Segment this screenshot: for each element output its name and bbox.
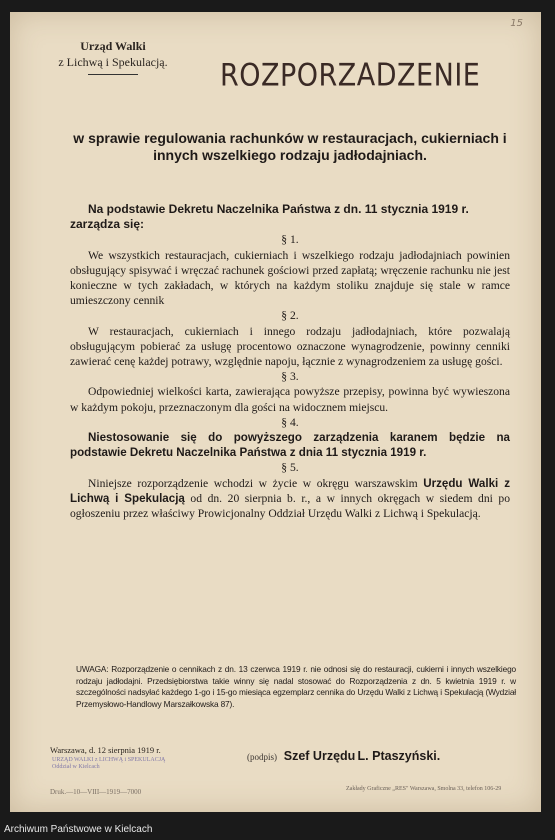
section-text-4: Niestosowanie się do powyższego zarządzenia karanem będzie na podstawie Dekretu Naczelnika Państwa z dnia 11 stycznia 1919 r.	[70, 431, 510, 460]
section-mark-4: § 4.	[281, 415, 299, 429]
archive-number: 15	[510, 18, 523, 29]
signature-block	[247, 749, 440, 763]
signature-title: Szef Urzędu	[283, 749, 356, 763]
document-body	[70, 202, 510, 521]
signature-name: L. Ptaszyński.	[357, 749, 441, 763]
section-text-3: Odpowiedniej wielkości karta, zawierająca powyższe przepisy, powinna być wywieszona w każdym pokoju, przeznaczonym dla gości na widocznem miejscu.	[70, 385, 510, 414]
section-mark-2: § 2.	[281, 309, 299, 323]
issuing-office	[38, 38, 188, 75]
office-stamp	[52, 757, 165, 771]
printer-imprint: Zakłady Graficzne „RES" Warszawa, Smolna 33, telefon 106-29	[346, 786, 502, 792]
section-mark-1: § 1.	[281, 233, 299, 247]
note-paragraph: UWAGA: Rozporządzenie o cennikach z dn. 13 czerwca 1919 r. nie odnosi się do restauracji, cukierni i innych wszelkiego rodzaju jadłodajni. Przedsiębiorstwa takie winny się nadal stosować do Rozporządzenia z dn. 5 kwietnia 1919 r. w szczególności nadsyłać każdego 1-go i 15-go miesiąca egzemplarz cennika do Urzędu Walki z Lichwą i Spekulacją (Wydział Przemysłowo-Handlowy Marszałkowska 87).	[76, 664, 516, 709]
print-number: Druk.—10—VIII—1919—7000	[50, 788, 142, 796]
office-line1: Urząd Walki	[80, 39, 146, 53]
stamp-line1: URZĄD WALKI z LICHWĄ i SPEKULACJĄ	[52, 757, 166, 763]
section-mark-3: § 3.	[281, 370, 299, 384]
section-text-5c: od dn. 20 sierpnia b. r., a w innych okręgach w siedem dni po ogłoszeniu przez właściwy Prowicjonalny Oddział Urzędu Walki z Lichwą i Spekulacją.	[70, 491, 510, 521]
section-mark-5: § 5.	[281, 461, 299, 475]
section-text-5a: Niniejsze rozporządzenie wchodzi w życie w okręgu warszawskim	[88, 476, 424, 490]
section-text-5	[70, 476, 510, 522]
stamp-line2: Oddział w Kielcach	[52, 764, 100, 770]
document-title: ROZPORZADZENIE	[220, 57, 481, 94]
document-subtitle: w sprawie regulowania rachunków w restauracjach, cukierniach i innych wszelkiego rodzaju jadłodajniach.	[73, 130, 507, 163]
office-line2: z Lichwą i Spekulacją.	[58, 55, 168, 69]
poster-sheet	[10, 12, 541, 812]
section-text-5b: Urzędu Walki z Lichwą i Spekulacją	[70, 476, 510, 505]
office-rule	[88, 74, 138, 75]
archive-footer: Archiwum Państwowe w Kielcach	[0, 820, 555, 840]
signature-prefix: (podpis)	[247, 752, 277, 762]
section-text-2: W restauracjach, cukierniach i innego rodzaju jadłodajniach, które pozwalają obsługującym pobierać za usługę procentowo oznaczone wynagrodzenie, powinny cenniki zawierać cenę każdej potrawy, względnie napoju, łącznie z wynagrodzeniem za usługę gości.	[70, 324, 510, 369]
place-date: Warszawa, d. 12 sierpnia 1919 r.	[50, 745, 161, 755]
intro-paragraph: Na podstawie Dekretu Naczelnika Państwa z dn. 11 stycznia 1919 r. zarządza się:	[70, 202, 469, 232]
section-text-1: We wszystkich restauracjach, cukierniach i wszelkiego rodzaju jadłodajniach powinien obsługujący spisywać i wręczać rachunek gościowi przed zapłatą; wręczenie rachunku nie jest konieczne w tych zakładach, w których na każdym stoliku znajduje się stale w ramce umieszczony cennik	[70, 248, 510, 308]
